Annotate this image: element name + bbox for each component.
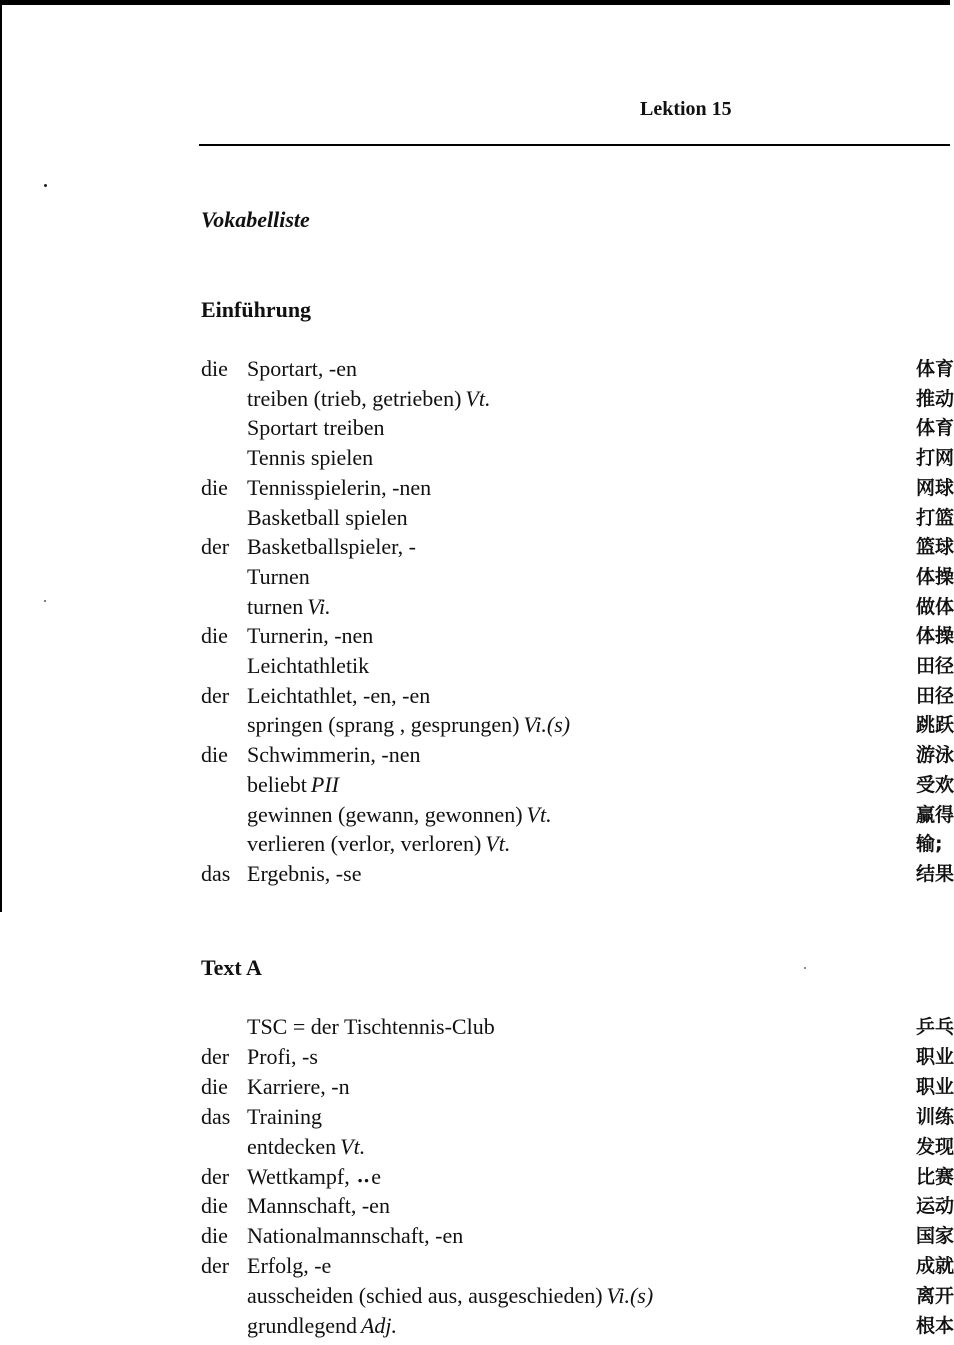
vocab-term <box>247 1132 365 1162</box>
vocab-translation: 网球 <box>916 476 954 499</box>
vocab-grammar: Vi. <box>307 593 331 619</box>
vocab-entry <box>0 1042 954 1072</box>
vocab-translation: 输; <box>916 833 943 856</box>
vocab-article: die <box>201 356 228 381</box>
vocab-term <box>247 562 314 592</box>
vocab-grammar: PII <box>310 771 339 797</box>
vocab-grammar: Vt. <box>485 831 511 857</box>
vocab-term-text: Training <box>247 1103 322 1129</box>
vocab-term <box>247 1042 322 1072</box>
lesson-title: Lektion 15 <box>640 98 732 120</box>
vocab-term-text: Turnen <box>247 563 310 589</box>
vocab-translation: 受欢 <box>916 773 954 796</box>
vocab-entry <box>0 800 954 830</box>
vocab-article: die <box>201 474 228 500</box>
vocab-translation: 乒乓 <box>916 1016 954 1038</box>
vocab-article: der <box>201 1163 230 1189</box>
vocab-article: die <box>201 742 228 768</box>
vocab-entry <box>0 443 954 473</box>
vocab-term-text: Tennis spielen <box>247 445 374 471</box>
vocab-term <box>247 592 331 622</box>
vocab-translation: 体育 <box>916 417 954 440</box>
vocab-article: die <box>201 623 228 649</box>
vocab-term <box>247 1311 397 1341</box>
vocab-translation: 做体 <box>916 595 954 618</box>
vocab-article: der <box>201 1253 230 1279</box>
vocab-entry <box>0 1281 954 1311</box>
vocab-term-text: Sportart, -en <box>247 356 357 381</box>
vocab-term <box>247 681 434 711</box>
vocab-term <box>247 354 361 384</box>
vocab-entry <box>0 1162 954 1192</box>
vocab-term <box>247 1221 467 1251</box>
vocab-entry <box>0 740 954 770</box>
vocab-entry <box>0 354 954 384</box>
vocab-translation: 国家 <box>916 1225 954 1248</box>
vocab-article: das <box>201 860 231 886</box>
vocab-translation: 田径 <box>916 655 954 677</box>
vocab-entry <box>0 829 950 859</box>
vocab-entry <box>0 384 954 414</box>
vocab-article: der <box>201 534 230 560</box>
vocab-translation: 体育 <box>916 358 954 380</box>
vocab-term-text: Turnerin, -nen <box>247 623 374 649</box>
vocab-term <box>247 1251 335 1281</box>
vocab-entry <box>0 651 954 681</box>
vocab-term <box>247 800 552 830</box>
vocab-entry <box>0 1012 954 1042</box>
vocab-term-text: Ergebnis, -se <box>247 860 362 886</box>
vocab-term-text: Tennisspielerin, -nen <box>247 474 432 500</box>
vocab-term <box>247 710 570 740</box>
vocab-term <box>247 1012 499 1042</box>
vocab-term <box>247 829 510 859</box>
vocab-term <box>247 1162 385 1192</box>
vocab-term-text: Nationalmannschaft, -en <box>247 1223 464 1249</box>
vocab-translation: 打篮 <box>916 506 954 529</box>
vocab-translation: 游泳 <box>916 744 954 767</box>
vocab-entry <box>0 1221 954 1251</box>
vocab-translation: 比赛 <box>916 1165 954 1188</box>
vocab-article: die <box>201 1073 228 1099</box>
vocab-term <box>247 413 388 443</box>
vocab-entry <box>0 473 954 503</box>
vocab-term <box>247 770 339 800</box>
vocab-grammar: Vi.(s) <box>523 712 571 738</box>
vocab-translation: 赢得 <box>916 803 954 826</box>
vocab-translation: 离开 <box>916 1285 954 1308</box>
vocab-entry <box>0 1311 954 1341</box>
vocab-translation: 成就 <box>916 1255 954 1278</box>
vocab-term-text: treiben (trieb, getrieben) <box>247 385 462 411</box>
vocab-translation: 体操 <box>916 565 954 588</box>
vocab-term-text: grundlegend <box>247 1313 357 1338</box>
vocab-article: die <box>201 1193 228 1219</box>
vocab-translation: 跳跃 <box>916 714 954 737</box>
vocab-translation: 训练 <box>916 1105 954 1128</box>
vocab-entry <box>0 413 954 443</box>
vocab-article: der <box>201 1043 230 1069</box>
scan-speck <box>804 967 806 969</box>
vocab-translation: 发现 <box>916 1135 954 1158</box>
scan-speck <box>44 184 47 187</box>
vocab-article: die <box>201 1223 228 1249</box>
vocab-translation: 推动 <box>916 387 954 410</box>
vocab-term-text: Schwimmerin, -nen <box>247 742 421 768</box>
vocab-translation: 根本 <box>916 1315 954 1337</box>
vocab-term-text: entdecken <box>247 1133 337 1159</box>
vocab-term <box>247 1281 653 1311</box>
vocab-term-text: Basketballspieler, - <box>247 534 416 560</box>
section-title: Vokabelliste <box>201 207 310 232</box>
text-a-heading: Text A <box>201 955 262 980</box>
vocab-term-text: turnen <box>247 593 304 619</box>
vocab-grammar: Vt. <box>340 1133 366 1159</box>
vocab-term-text: Leichtathletik <box>247 653 370 678</box>
vocab-translation: 结果 <box>916 862 954 885</box>
vocab-grammar: Vt. <box>526 801 552 827</box>
vocab-term-text: Leichtathlet, -en, -en <box>247 682 431 708</box>
vocab-article: der <box>201 682 230 708</box>
vocab-entry <box>0 503 954 533</box>
vocab-term-text: beliebt <box>247 771 307 797</box>
vocab-term <box>247 1191 394 1221</box>
vocab-term-text: TSC = der Tischtennis-Club <box>247 1014 495 1039</box>
vocab-entry <box>0 859 954 889</box>
vocab-term-text: verlieren (verlor, verloren) <box>247 831 482 857</box>
vocab-term-text: Karriere, -n <box>247 1073 350 1099</box>
vocab-term <box>247 473 435 503</box>
vocab-term <box>247 443 377 473</box>
vocab-entry <box>0 681 954 711</box>
vocab-entry <box>0 532 954 562</box>
vocab-term <box>247 859 365 889</box>
vocab-entry <box>0 592 954 622</box>
vocab-term <box>247 1072 354 1102</box>
vocab-term <box>247 532 420 562</box>
vocab-grammar: Adj. <box>360 1313 398 1338</box>
vocab-term-text: Basketball spielen <box>247 504 408 530</box>
vocab-article: das <box>201 1103 231 1129</box>
vocab-entry <box>0 1191 954 1221</box>
vocab-term <box>247 503 412 533</box>
vocab-translation: 职业 <box>916 1075 954 1098</box>
vocab-entry <box>0 770 954 800</box>
vocab-translation: 打网 <box>916 447 954 470</box>
einfuehrung-heading: Einführung <box>201 297 312 322</box>
vocab-term <box>247 384 490 414</box>
vocab-translation: 田径 <box>916 684 954 707</box>
vocab-term <box>247 621 377 651</box>
vocab-translation: 体操 <box>916 625 954 648</box>
vocab-translation: 职业 <box>916 1045 954 1068</box>
vocab-entry <box>0 621 954 651</box>
vocab-term <box>247 740 425 770</box>
vocab-entry <box>0 562 954 592</box>
vocab-translation: 篮球 <box>916 536 954 559</box>
vocab-term-text: Erfolg, -e <box>247 1253 332 1279</box>
vocab-translation: 运动 <box>916 1195 954 1218</box>
vocab-term-text: Profi, -s <box>247 1043 318 1069</box>
vocab-term-text: ausscheiden (schied aus, ausgeschieden) <box>247 1283 603 1309</box>
vocab-term-text: gewinnen (gewann, gewonnen) <box>247 801 523 827</box>
vocab-entry <box>0 1102 954 1132</box>
top-border-rule <box>0 0 950 5</box>
vocab-term-text: springen (sprang , gesprungen) <box>247 712 520 738</box>
vocab-term <box>247 651 373 681</box>
vocab-entry <box>0 1072 954 1102</box>
vocab-term-text: Sportart treiben <box>247 415 385 441</box>
vocab-entry <box>0 710 954 740</box>
header-rule <box>199 144 950 146</box>
vocab-grammar: Vt. <box>465 385 491 411</box>
vocab-term-text: Wettkampf, ⠤e <box>247 1163 382 1189</box>
vocab-term-text: Mannschaft, -en <box>247 1193 390 1219</box>
vocab-entry <box>0 1251 954 1281</box>
vocab-grammar: Vi.(s) <box>606 1283 654 1309</box>
vocab-entry <box>0 1132 954 1162</box>
vocab-term <box>247 1102 326 1132</box>
